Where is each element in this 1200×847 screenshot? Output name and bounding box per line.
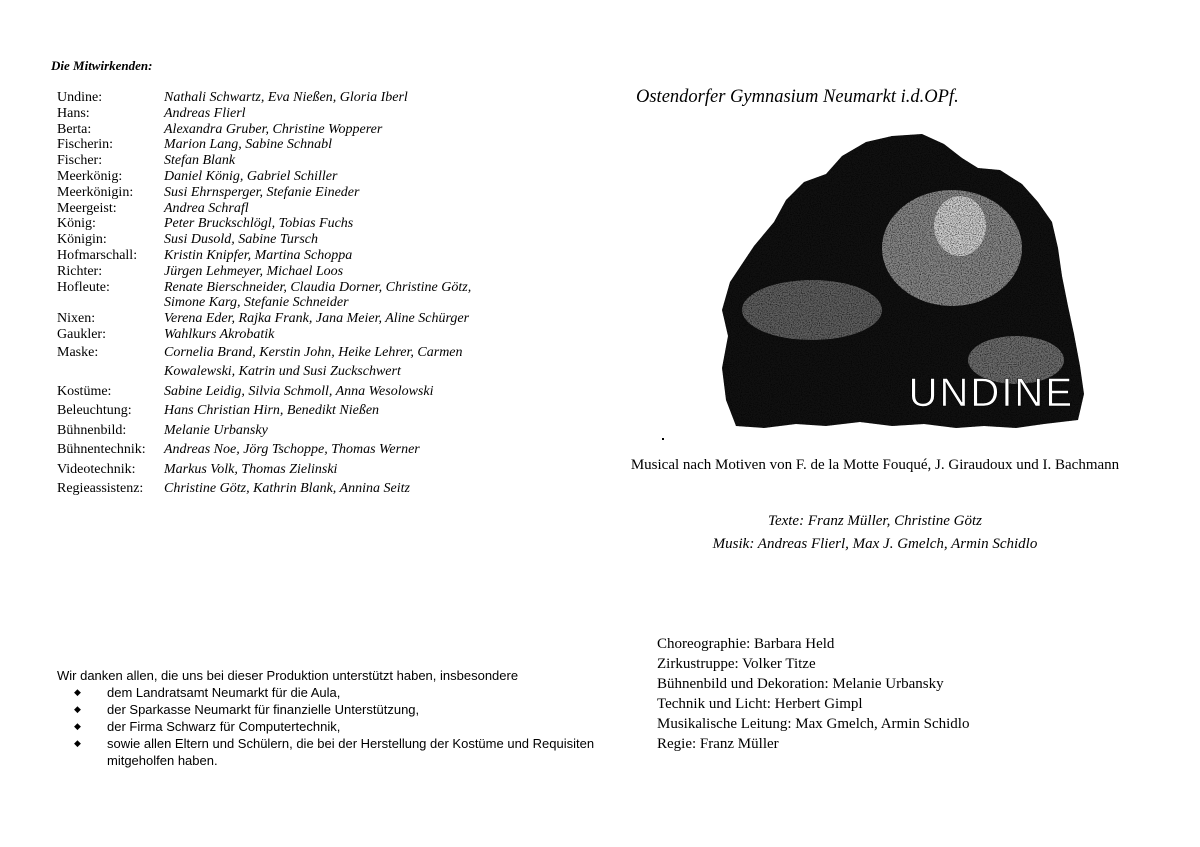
- cast-role: Regieassistenz:: [57, 481, 144, 497]
- cast-name-line: Cornelia Brand, Kerstin John, Heike Lehrer, Carmen: [164, 344, 463, 360]
- poster-title: UNDINE: [908, 371, 1074, 415]
- cast-role: Bühnenbild:: [57, 422, 127, 438]
- cast-names: [164, 201, 471, 217]
- cast-name-line: Kowalewski, Katrin und Susi Zuckschwert: [164, 364, 401, 380]
- cast-role: Maske:: [57, 344, 99, 360]
- cast-names: [164, 232, 471, 248]
- thanks-item: [57, 735, 597, 769]
- cast-row: [57, 311, 471, 327]
- cast-row: [57, 90, 471, 106]
- stray-mark: [662, 438, 664, 440]
- diamond-bullet-icon: ◆: [74, 721, 81, 731]
- cast-name-line: Markus Volk, Thomas Zielinski: [164, 461, 338, 477]
- cast-row: [57, 248, 471, 264]
- texte-credit: Texte: Franz Müller, Christine Götz: [767, 513, 983, 529]
- cast-role: Meerkönig:: [57, 168, 123, 184]
- cast-role: Beleuchtung:: [57, 403, 132, 419]
- cast-role: Kostüme:: [57, 383, 112, 399]
- cast-name-line: Kristin Knipfer, Martina Schoppa: [164, 247, 353, 263]
- cast-name-line: Daniel König, Gabriel Schiller: [164, 168, 338, 184]
- cast-row: [57, 460, 471, 480]
- cast-name-line: Christine Götz, Kathrin Blank, Annina Seitz: [164, 481, 410, 497]
- cast-role: Videotechnik:: [57, 461, 136, 477]
- thanks-list: [57, 684, 597, 769]
- cast-heading: Die Mitwirkenden:: [51, 58, 153, 73]
- cast-name-line: Wahlkurs Akrobatik: [164, 326, 275, 342]
- thanks-item-text: der Sparkasse Neumarkt für finanzielle Unterstützung,: [107, 702, 420, 717]
- cast-names: [164, 137, 471, 153]
- crew-line: Choreographie: Barbara Held: [657, 636, 835, 652]
- cast-names: [164, 153, 471, 169]
- cast-row: [57, 201, 471, 217]
- cast-name-line: Simone Karg, Stefanie Schneider: [164, 295, 349, 311]
- cast-names: [164, 479, 471, 499]
- cast-role: Meerkönigin:: [57, 184, 134, 200]
- cast-row: [57, 137, 471, 153]
- cast-row: [57, 401, 471, 421]
- cast-row: [57, 169, 471, 185]
- cast-names: [164, 90, 471, 106]
- cast-role: Fischer:: [57, 153, 103, 169]
- cast-name-line: Peter Bruckschlögl, Tobias Fuchs: [164, 216, 354, 232]
- cast-names: [164, 311, 471, 327]
- cast-names: [164, 106, 471, 122]
- cast-names: [164, 327, 471, 343]
- cast-name-line: Alexandra Gruber, Christine Wopperer: [164, 121, 383, 137]
- cast-name-line: Susi Dusold, Sabine Tursch: [164, 232, 319, 248]
- cast-row: [57, 122, 471, 138]
- cast-row: [57, 106, 471, 122]
- cast-names: [164, 185, 471, 201]
- cast-role: Hofmarschall:: [57, 247, 138, 263]
- thanks-item-text: sowie allen Eltern und Schülern, die bei der Herstellung der Kostüme und Requisiten mitgeholfen haben.: [107, 736, 595, 768]
- thanks-item: [57, 718, 597, 735]
- cast-row: [57, 382, 471, 402]
- cast-name-line: Nathali Schwartz, Eva Nießen, Gloria Iberl: [164, 90, 408, 105]
- cast-role: Undine:: [57, 90, 103, 105]
- cast-row: [57, 232, 471, 248]
- diamond-bullet-icon: ◆: [74, 687, 81, 697]
- diamond-bullet-icon: ◆: [74, 704, 81, 714]
- musical-description: Musical nach Motiven von F. de la Motte Fouqué, J. Giraudoux und I. Bachmann: [630, 457, 1120, 473]
- cast-name-line: Verena Eder, Rajka Frank, Jana Meier, Aline Schürger: [164, 311, 470, 327]
- cast-role: Meergeist:: [57, 200, 117, 216]
- cast-names: [164, 169, 471, 185]
- crew-list: [657, 634, 969, 754]
- cast-role: Berta:: [57, 121, 92, 137]
- thanks-intro: Wir danken allen, die uns bei dieser Produktion unterstützt haben, insbesondere: [57, 668, 519, 683]
- cast-role: Nixen:: [57, 311, 96, 327]
- thanks-item: [57, 684, 597, 701]
- thanks-item: [57, 701, 597, 718]
- cast-name-line: Andrea Schrafl: [164, 200, 249, 216]
- cast-row: [57, 216, 471, 232]
- cast-role: Bühnentechnik:: [57, 442, 146, 458]
- cast-names: [164, 343, 471, 382]
- cast-name-line: Susi Ehrnsperger, Stefanie Eineder: [164, 184, 360, 200]
- crew-line: Musikalische Leitung: Max Gmelch, Armin Schidlo: [657, 716, 970, 732]
- crew-line: Technik und Licht: Herbert Gimpl: [657, 696, 863, 712]
- cast-name-line: Jürgen Lehmeyer, Michael Loos: [164, 263, 344, 279]
- cast-names: [164, 264, 471, 280]
- cast-names: [164, 122, 471, 138]
- cast-row: [57, 479, 471, 499]
- crew-line: Regie: Franz Müller: [657, 736, 779, 752]
- cast-name-line: Sabine Leidig, Silvia Schmoll, Anna Wesolowski: [164, 383, 434, 399]
- undine-poster-image: [716, 130, 1088, 430]
- cast-role: Fischerin:: [57, 137, 113, 153]
- musik-credit: Musik: Andreas Flierl, Max J. Gmelch, Armin Schidlo: [712, 536, 1038, 552]
- cast-names: [164, 421, 471, 441]
- cast-names: [164, 382, 471, 402]
- cast-name-line: Marion Lang, Sabine Schnabl: [164, 137, 332, 153]
- cast-names: [164, 440, 471, 460]
- crew-line: Bühnenbild und Dekoration: Melanie Urbansky: [657, 676, 944, 692]
- cast-names: [164, 216, 471, 232]
- cast-row: [57, 153, 471, 169]
- cast-role: Richter:: [57, 263, 103, 279]
- cast-list: [57, 90, 471, 499]
- cast-role: König:: [57, 216, 96, 232]
- cast-row: [57, 327, 471, 343]
- cast-names: [164, 280, 471, 312]
- cast-role: Königin:: [57, 232, 107, 248]
- cast-name-line: Andreas Flierl: [164, 105, 246, 121]
- cast-role: Hans:: [57, 105, 90, 121]
- cast-names: [164, 460, 471, 480]
- cast-row: [57, 440, 471, 460]
- cast-name-line: Hans Christian Hirn, Benedikt Nießen: [164, 403, 380, 419]
- cast-row: [57, 280, 471, 312]
- cast-names: [164, 248, 471, 264]
- cast-name-line: Melanie Urbansky: [164, 422, 268, 438]
- cast-role: Hofleute:: [57, 279, 110, 295]
- cast-row: [57, 421, 471, 441]
- cast-row: [57, 264, 471, 280]
- cast-row: [57, 185, 471, 201]
- thanks-section: [57, 667, 597, 769]
- thanks-item-text: dem Landratsamt Neumarkt für die Aula,: [107, 685, 341, 700]
- thanks-item-text: der Firma Schwarz für Computertechnik,: [107, 719, 341, 734]
- diamond-bullet-icon: ◆: [74, 738, 81, 748]
- cast-table: [57, 90, 471, 499]
- cast-name-line: Renate Bierschneider, Claudia Dorner, Christine Götz,: [164, 279, 472, 295]
- author-credits: [630, 510, 1120, 556]
- cast-row: [57, 343, 471, 382]
- cast-role: Gaukler:: [57, 326, 106, 342]
- crew-line: Zirkustruppe: Volker Titze: [657, 656, 816, 672]
- school-name: Ostendorfer Gymnasium Neumarkt i.d.OPf.: [636, 87, 959, 107]
- cast-names: [164, 401, 471, 421]
- cast-name-line: Stefan Blank: [164, 153, 236, 169]
- cast-name-line: Andreas Noe, Jörg Tschoppe, Thomas Werner: [164, 442, 420, 458]
